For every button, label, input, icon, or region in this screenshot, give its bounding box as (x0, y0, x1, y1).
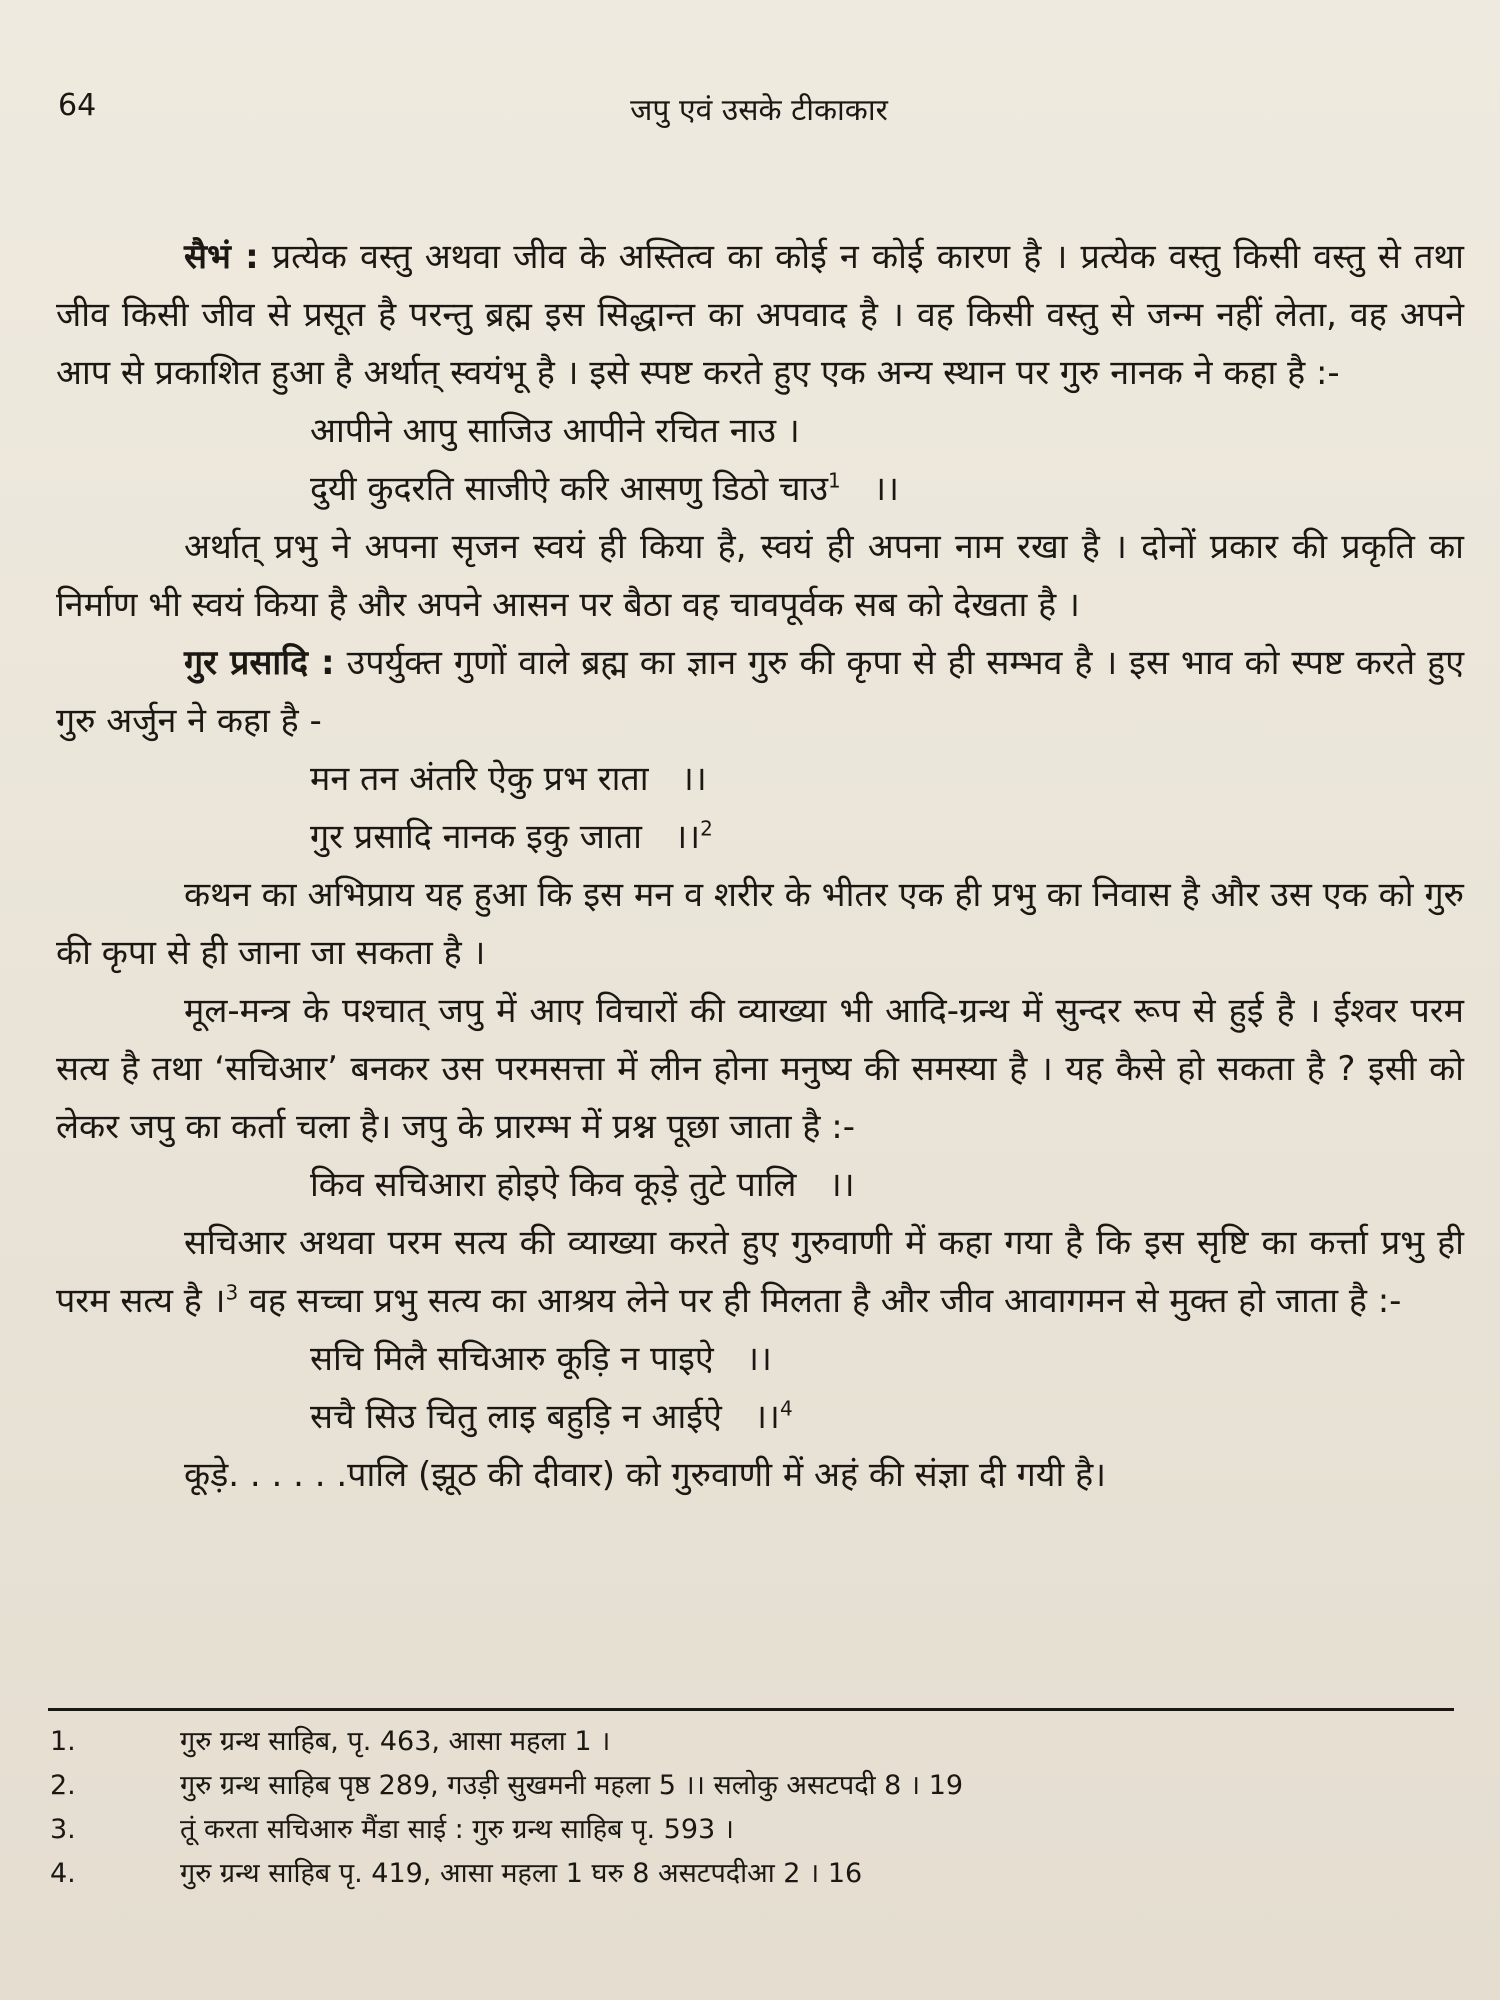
running-title: जपु एवं उसके टीकाकार (630, 93, 888, 128)
footnote-number: 2. (50, 1770, 76, 1801)
footnote-text: तूं करता सचिआरु मैंडा साई : गुरु ग्रन्थ साहिब पृ. 593 । (180, 1814, 734, 1845)
footnote-divider (48, 1708, 1454, 1711)
verse-text: गुर प्रसादि नानक इकु जाता ।। (310, 817, 701, 857)
paragraph-text: वह सच्चा प्रभु सत्य का आश्रय लेने पर ही मिलता है और जीव आवागमन से मुक्त हो जाता है :- (238, 1281, 1402, 1321)
footnote-text: गुरु ग्रन्थ साहिब, पृ. 463, आसा महला 1 । (180, 1726, 611, 1757)
footnote-number: 4. (50, 1858, 76, 1889)
paragraph-mool-mantra: मूल-मन्त्र के पश्चात् जपु में आए विचारों की व्याख्या भी आदि-ग्रन्थ में सुन्दर रूप से हुई है । ईश्वर परम सत्य है तथा ‘सचिआर’ बनकर उस परमसत्ता में लीन होना मनुष्य की समस्या है । यह कैसे हो सकता है ? इसी को लेकर जपु का कर्ता चला है। जपु के प्रारम्भ में प्रश्न पूछा जाता है :- (56, 991, 1464, 1147)
footnote-ref: 1 (828, 468, 841, 493)
footnotes (48, 1720, 1454, 1896)
verse-end: ।। (840, 469, 899, 509)
paragraph-text: उपर्युक्त गुणों वाले ब्रह्म का ज्ञान गुरु की कृपा से ही सम्भव है । इस भाव को स्पष्ट करते हुए गुरु अर्जुन ने कहा है - (56, 643, 1464, 741)
verse-line (56, 1388, 1464, 1446)
page-header (58, 88, 1460, 132)
footnote (48, 1720, 1454, 1764)
paragraph-saibhan (56, 228, 1464, 402)
footnote (48, 1764, 1454, 1808)
footnote-ref: 3 (225, 1280, 239, 1305)
footnote-text: गुरु ग्रन्थ साहिब पृ. 419, आसा महला 1 घरु 8 असटपदीआ 2 । 16 (180, 1858, 863, 1889)
verse-line: किव सचिआरा होइऐ किव कूड़े तुटे पालि ।। (310, 1165, 855, 1205)
footnote (48, 1808, 1454, 1852)
body-text (56, 228, 1464, 1504)
verse-line (56, 808, 1464, 866)
paragraph-meaning: कथन का अभिप्राय यह हुआ कि इस मन व शरीर के भीतर एक ही प्रभु का निवास है और उस एक को गुरु की कृपा से ही जाना जा सकता है । (56, 875, 1464, 973)
paragraph-text: सचिआर अथवा परम सत्य की व्याख्या करते हुए गुरुवाणी में कहा गया है कि इस सृष्टि का कर्त्ता प्रभु ही परम सत्य है । (56, 1223, 1464, 1321)
paragraph-gur-prasadi (56, 634, 1464, 750)
verse-line (56, 460, 1464, 518)
verse-line: आपीने आपु साजिउ आपीने रचित नाउ । (310, 411, 800, 451)
paragraph-sachiar (56, 1214, 1464, 1330)
footnote (48, 1852, 1454, 1896)
verse-line: सचि मिलै सचिआरु कूड़ि न पाइऐ ।। (310, 1339, 772, 1379)
footnote-number: 3. (50, 1814, 76, 1845)
paragraph-text: प्रत्येक वस्तु अथवा जीव के अस्तित्व का कोई न कोई कारण है । प्रत्येक वस्तु किसी वस्तु से तथा जीव किसी जीव से प्रसूत है परन्तु ब्रह्म इस सिद्धान्त का अपवाद है । वह किसी वस्तु से जन्म नहीं लेता, वह अपने आप से प्रकाशित हुआ है अर्थात् स्वयंभू है । इसे स्पष्ट करते हुए एक अन्य स्थान पर गुरु नानक ने कहा है :- (56, 237, 1464, 393)
paragraph-koode: कूड़े. . . . . .पालि (झूठ की दीवार) को गुरुवाणी में अहं की संज्ञा दी गयी है। (184, 1455, 1107, 1495)
footnote-number: 1. (50, 1726, 76, 1757)
page-number: 64 (58, 88, 97, 123)
verse-text: दुयी कुदरति साजीऐ करि आसणु डिठो चाउ (310, 469, 829, 509)
verse-text: सचै सिउ चितु लाइ बहुड़ि न आईऐ ।। (310, 1397, 780, 1437)
term-heading: सैभं : (184, 237, 259, 277)
term-heading: गुर प्रसादि : (184, 643, 335, 683)
verse-line: मन तन अंतरि ऐकु प्रभ राता ।। (310, 759, 707, 799)
footnote-text: गुरु ग्रन्थ साहिब पृष्ठ 289, गउड़ी सुखमनी महला 5 ।। सलोकु असटपदी 8 । 19 (180, 1770, 964, 1801)
footnote-ref: 4 (779, 1396, 793, 1421)
footnote-ref: 2 (700, 816, 713, 841)
paragraph-explanation: अर्थात् प्रभु ने अपना सृजन स्वयं ही किया है, स्वयं ही अपना नाम रखा है । दोनों प्रकार की प्रकृति का निर्माण भी स्वयं किया है और अपने आसन पर बैठा वह चावपूर्वक सब को देखता है । (56, 527, 1464, 625)
